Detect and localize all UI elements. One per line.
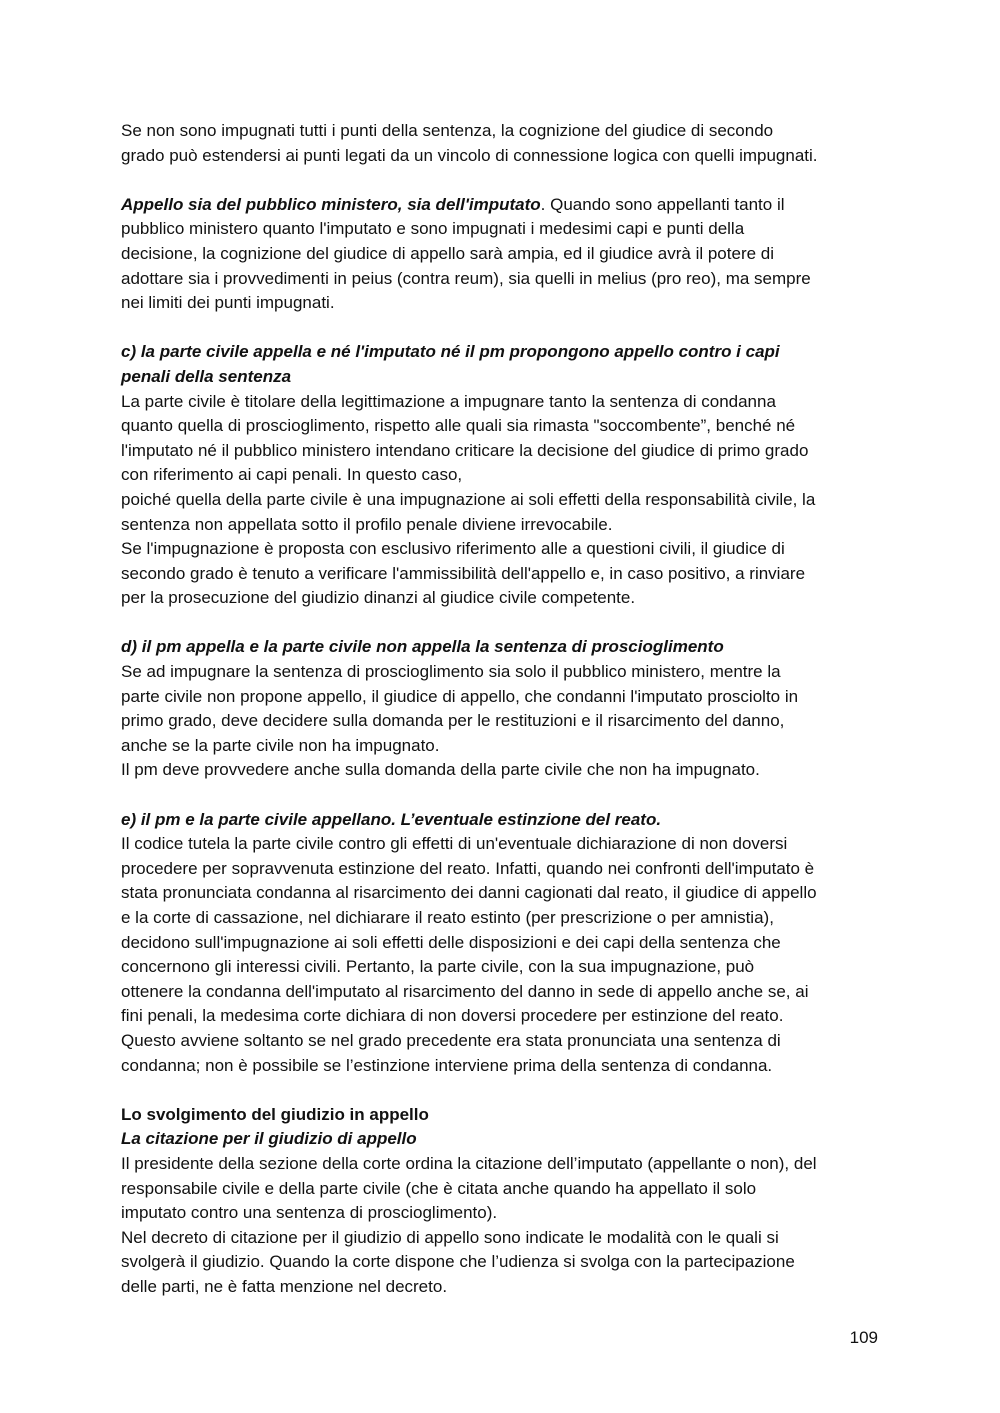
text-line: fini penali, la medesima corte dichiara di non doversi procedere per estinzione del reato.: [121, 1006, 784, 1026]
text-line: [121, 193, 881, 218]
text-line: sentenza non appellata sotto il profilo penale diviene irrevocabile.: [121, 514, 613, 534]
intro-paragraph: [121, 119, 881, 168]
text-line: La parte civile è titolare della legittimazione a impugnare tanto la sentenza di condanna: [121, 391, 776, 411]
text-line: quanto quella di proscioglimento, rispetto alle quali sia rimasta "soccombente”, benché né: [121, 416, 796, 436]
text-line: Il presidente della sezione della corte ordina la citazione dell’imputato (appellante o non), del: [121, 1153, 817, 1173]
text-line: grado può estendersi ai punti legati da un vincolo di connessione logica con quelli impugnati.: [121, 145, 818, 165]
text-line: procedere per sopravvenuta estinzione del reato. Infatti, quando nei confronti dell'imputato è: [121, 858, 815, 878]
section-heading: e) il pm e la parte civile appellano. L’eventuale estinzione del reato.: [121, 809, 662, 829]
inline-heading: Appello sia del pubblico ministero, sia dell'imputato: [121, 194, 541, 214]
text-line: ottenere la condanna dell'imputato al risarcimento del danno in sede di appello anche se, ai: [121, 981, 809, 1001]
text-line: decisione, la cognizione del giudice di appello sarà ampia, ed il giudice avrà il potere di: [121, 243, 775, 263]
text-fragment: . Quando sono appellanti tanto il: [540, 194, 785, 214]
text-line: Se non sono impugnati tutti i punti della sentenza, la cognizione del giudice di secondo: [121, 121, 774, 140]
section-heading: c) la parte civile appella e né l'imputato né il pm propongono appello contro i capi: [121, 342, 780, 362]
section-heading: d) il pm appella e la parte civile non appella la sentenza di proscioglimento: [121, 637, 724, 657]
section-title: Lo svolgimento del giudizio in appello: [121, 1104, 429, 1124]
text-line: poiché quella della parte civile è una impugnazione ai soli effetti della responsabilità civile, la: [121, 489, 816, 509]
page-number: 109: [849, 1328, 878, 1347]
section-c: [121, 340, 881, 611]
text-line: Il pm deve provvedere anche sulla domanda della parte civile che non ha impugnato.: [121, 760, 760, 780]
text-line: concernono gli interessi civili. Pertanto, la parte civile, con la sua impugnazione, può: [121, 957, 755, 977]
text-line: e la corte di cassazione, nel dichiarare il reato estinto (per prescrizione o per amnistia),: [121, 908, 774, 927]
text-line: anche se la parte civile non ha impugnato.: [121, 735, 440, 755]
text-line: decidono sull'impugnazione ai soli effetti delle disposizioni e dei capi della sentenza che: [121, 932, 781, 952]
text-line: con riferimento ai capi penali. In questo caso,: [121, 465, 463, 485]
text-line: svolgerà il giudizio. Quando la corte dispone che l’udienza si svolga con la partecipazione: [121, 1252, 795, 1272]
document-page: [121, 119, 881, 1300]
text-line: condanna; non è possibile se l’estinzione interviene prima della sentenza di condanna.: [121, 1055, 773, 1075]
section-d: [121, 635, 881, 783]
text-line: Il codice tutela la parte civile contro gli effetti di un'eventuale dichiarazione di non doversi: [121, 834, 788, 854]
appeal-both-paragraph: [121, 193, 881, 316]
text-line: per la prosecuzione del giudizio dinanzi al giudice civile competente.: [121, 588, 636, 608]
text-line: l'imputato né il pubblico ministero intendano criticare la decisione del giudice di primo grado: [121, 440, 809, 460]
section-appeal-procedure: [121, 1103, 881, 1300]
text-line: parte civile non propone appello, il giudice di appello, che condanni l'imputato prosciolto in: [121, 686, 799, 706]
section-heading: penali della sentenza: [121, 366, 292, 386]
text-line: delle parti, ne è fatta menzione nel decreto.: [121, 1276, 448, 1296]
text-line: Se l'impugnazione è proposta con esclusivo riferimento alle a questioni civili, il giudice di: [121, 539, 785, 559]
text-line: adottare sia i provvedimenti in peius (contra reum), sia quelli in melius (pro reo), ma sempre: [121, 268, 811, 288]
text-line: Se ad impugnare la sentenza di proscioglimento sia solo il pubblico ministero, mentre la: [121, 662, 781, 682]
text-line: secondo grado è tenuto a verificare l'ammissibilità dell'appello e, in caso positivo, a rinviare: [121, 563, 806, 583]
text-line: imputato contro una sentenza di proscioglimento).: [121, 1203, 498, 1223]
text-line: primo grado, deve decidere sulla domanda per le restituzioni e il risarcimento del danno,: [121, 711, 785, 731]
text-line: Questo avviene soltanto se nel grado precedente era stata pronunciata una sentenza di: [121, 1030, 781, 1050]
text-line: stata pronunciata condanna al risarcimento dei danni cagionati dal reato, il giudice di appello: [121, 883, 817, 903]
text-line: responsabile civile e della parte civile (che è citata anche quando ha appellato il solo: [121, 1178, 757, 1198]
section-subtitle: La citazione per il giudizio di appello: [121, 1129, 417, 1149]
text-line: pubblico ministero quanto l'imputato e sono impugnati i medesimi capi e punti della: [121, 219, 745, 239]
text-line: Nel decreto di citazione per il giudizio di appello sono indicate le modalità con le quali si: [121, 1227, 779, 1247]
text-line: nei limiti dei punti impugnati.: [121, 293, 335, 313]
section-e: [121, 808, 881, 1079]
